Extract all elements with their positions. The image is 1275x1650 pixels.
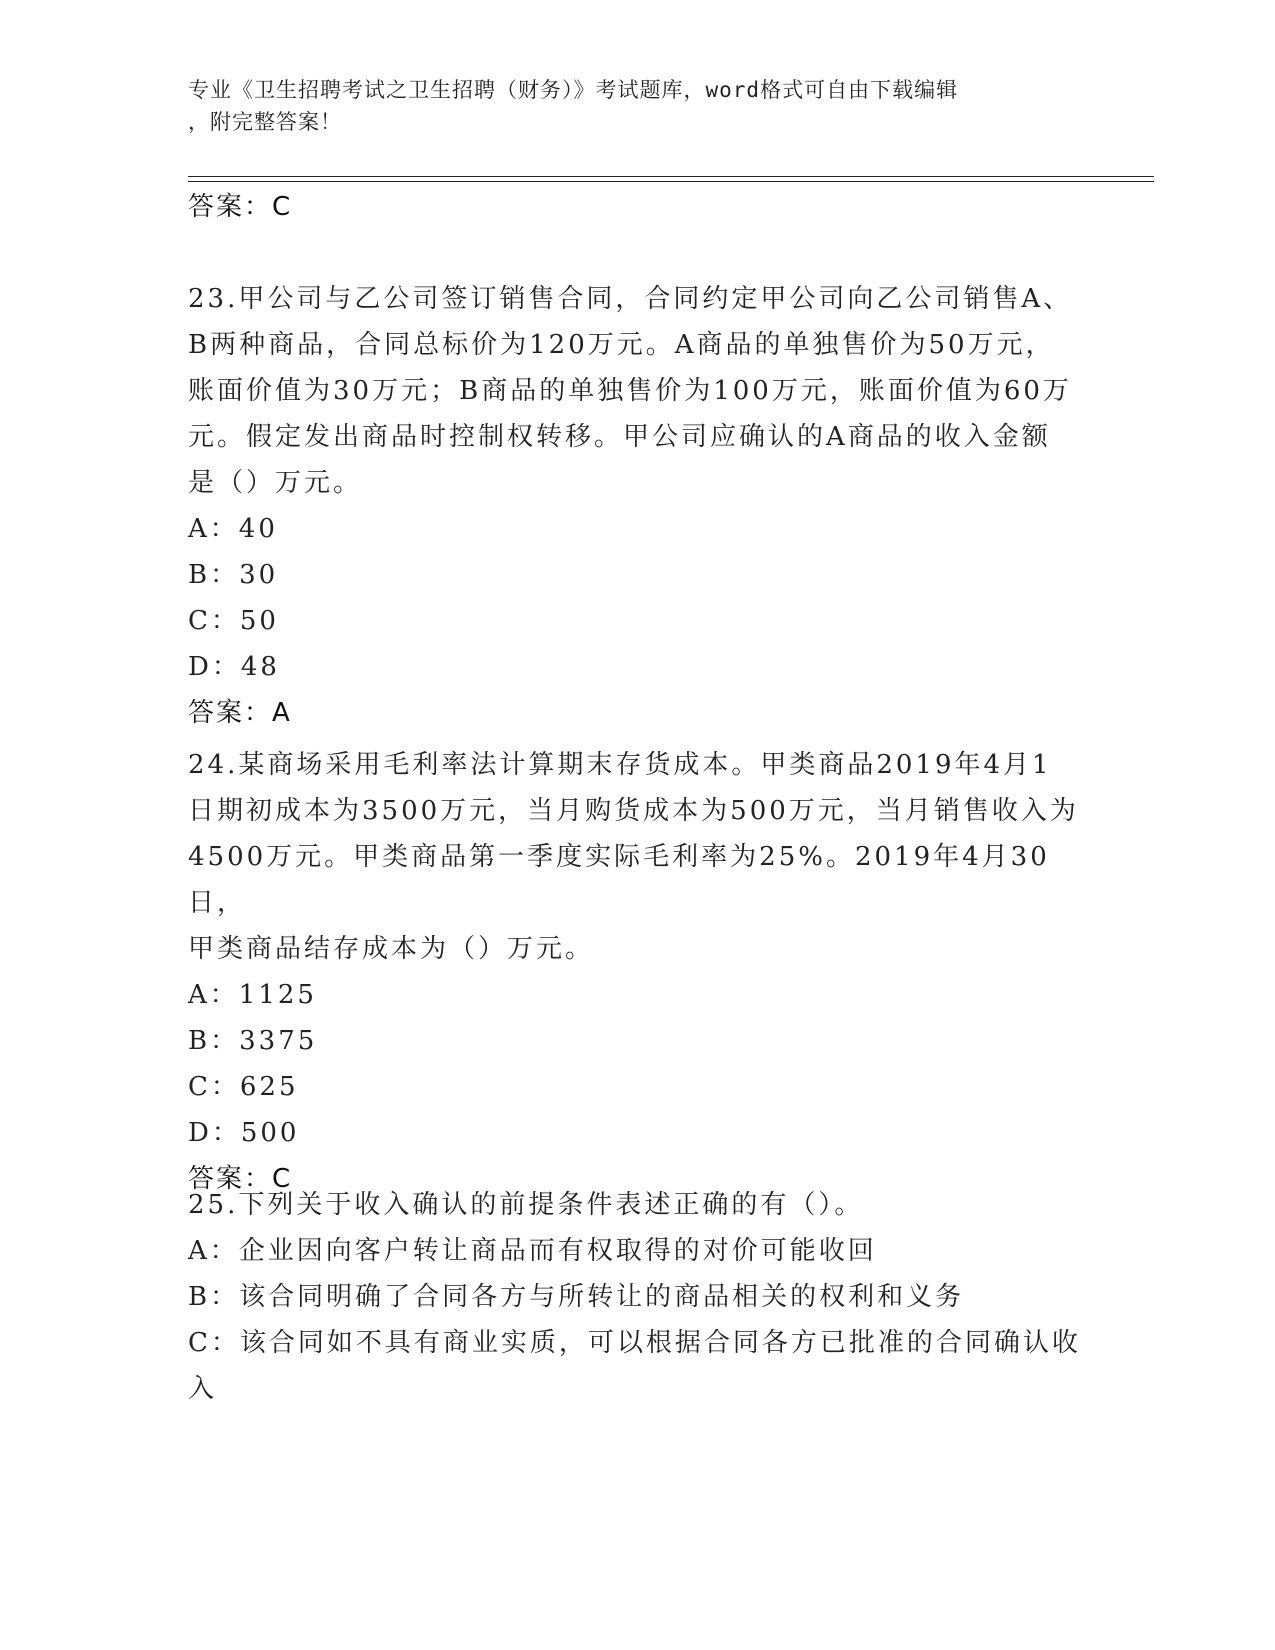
previous-answer: 答案：C — [188, 192, 293, 222]
option-a: A：1125 — [188, 980, 317, 1010]
document-header — [188, 74, 1088, 138]
option-a: A：40 — [188, 514, 278, 544]
question-line: 24.某商场采用毛利率法计算期末存货成本。甲类商品2019年4月1 — [188, 750, 1052, 780]
option-b: B：30 — [188, 560, 279, 590]
question-24 — [188, 742, 1088, 1202]
option-d: D：500 — [188, 1118, 300, 1148]
option-b: B：3375 — [188, 1026, 318, 1056]
option-d: D：48 — [188, 652, 280, 682]
option-b: B：该合同明确了合同各方与所转让的商品相关的权利和义务 — [188, 1282, 965, 1312]
option-c: C：625 — [188, 1072, 299, 1102]
question-25 — [188, 1182, 1088, 1412]
question-line: 25.下列关于收入确认的前提条件表述正确的有（）。 — [188, 1190, 864, 1220]
header-line-2: ，附完整答案！ — [188, 110, 342, 134]
header-divider-top — [188, 176, 1154, 177]
question-line: 日期初成本为3500万元，当月购货成本为500万元，当月销售收入为 — [188, 796, 1079, 826]
header-divider-bottom — [188, 181, 1154, 182]
question-line: B两种商品，合同总标价为120万元。A商品的单独售价为50万元， — [188, 330, 1055, 360]
option-c: C：50 — [188, 606, 279, 636]
question-text — [188, 742, 1088, 972]
question-line: 23.甲公司与乙公司签订销售合同，合同约定甲公司向乙公司销售A、 — [188, 284, 1073, 314]
question-line: 账面价值为30万元；B商品的单独售价为100万元，账面价值为60万 — [188, 376, 1072, 406]
answer: 答案：C — [188, 1164, 293, 1194]
option-c-continued: 入 — [188, 1374, 218, 1404]
option-c: C：该合同如不具有商业实质，可以根据合同各方已批准的合同确认收 — [188, 1328, 1081, 1358]
answer: 答案：A — [188, 698, 292, 728]
option-a: A：企业因向客户转让商品而有权取得的对价可能收回 — [188, 1236, 877, 1266]
question-line: 4500万元。甲类商品第一季度实际毛利率为25%。2019年4月30日， — [188, 842, 1050, 918]
question-text — [188, 1182, 1088, 1228]
question-line: 是（）万元。 — [188, 468, 363, 498]
question-text — [188, 276, 1088, 506]
question-23 — [188, 276, 1088, 736]
question-line: 甲类商品结存成本为（）万元。 — [188, 934, 595, 964]
header-line-1: 专业《卫生招聘考试之卫生招聘（财务）》考试题库，word格式可自由下载编辑 — [188, 78, 959, 102]
question-line: 元。假定发出商品时控制权转移。甲公司应确认的A商品的收入金额 — [188, 422, 1051, 452]
